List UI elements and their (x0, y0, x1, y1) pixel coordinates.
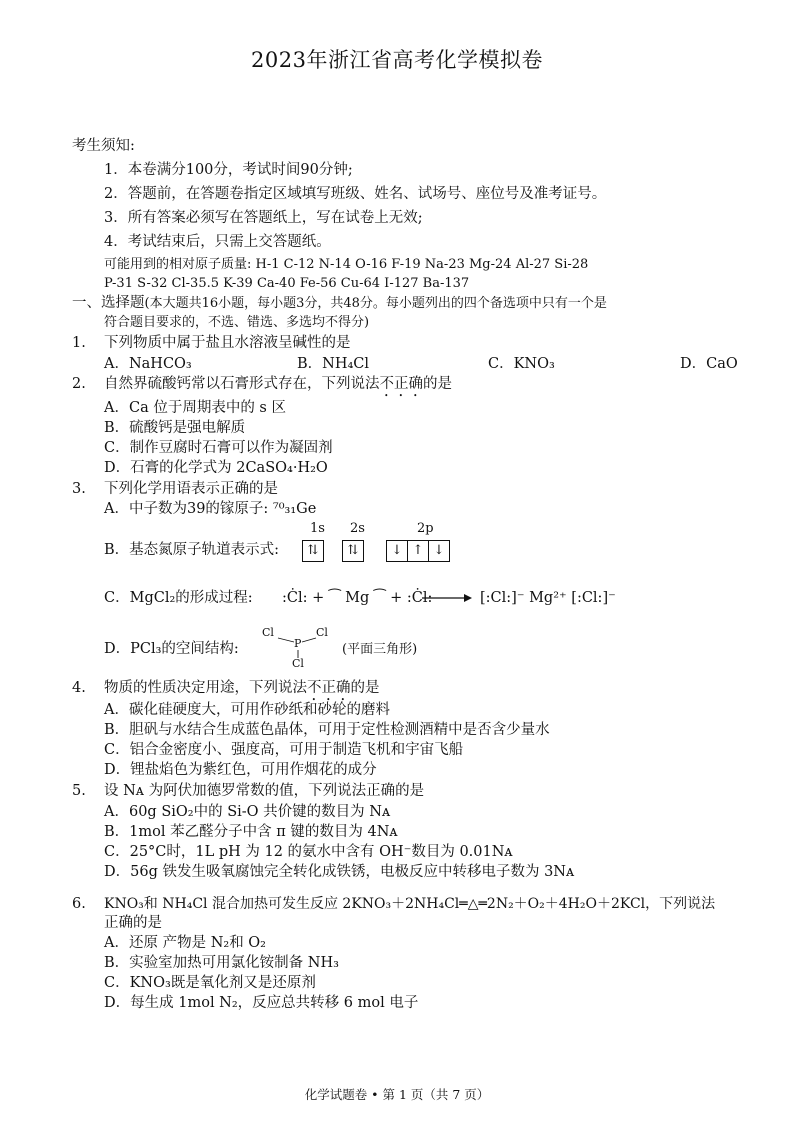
orbital-label-2p: 2p (417, 521, 434, 536)
orbital-2p-y: ↑ (407, 540, 429, 562)
orbital-2s-electrons: ⇅ (342, 540, 364, 562)
atomic-masses-line-2: P-31 S-32 Cl-35.5 K-39 Ca-40 Fe-56 Cu-64 I-127 Ba-137 (104, 276, 470, 291)
q1-stem: 下列物质中属于盐且水溶液呈碱性的是 (104, 335, 351, 351)
pcl3-p: P (294, 637, 302, 650)
q5-stem: 设 Nᴀ 为阿伏加德罗常数的值，下列说法正确的是 (104, 783, 425, 799)
q3-c-reactants: :Ċl: + ⁀ Mg ⁀ + :Ċl: (282, 590, 433, 606)
pcl3-cl-bottom: Cl (292, 657, 304, 670)
q2-stem-part3: 的是 (423, 376, 452, 392)
page-footer: 化学试题卷 • 第 1 页（共 7 页） (304, 1087, 490, 1102)
pcl3-cl-left: Cl (262, 626, 274, 639)
orbital-label-1s: 1s (310, 521, 325, 536)
q6-number: 6. (72, 896, 86, 912)
notice-item-3: 3．所有答案必须写在答题纸上，写在试卷上无效; (104, 210, 423, 226)
pcl3-bonds (270, 630, 320, 660)
q5-option-d: D．56g 铁发生吸氧腐蚀完全转化成铁锈，电极反应中转移电子数为 3Nᴀ (104, 864, 575, 880)
q4-stem-part3: 的是 (350, 680, 380, 696)
q2-option-a: A．Ca 位于周期表中的 s 区 (104, 400, 286, 416)
q6-option-d: D．每生成 1mol N₂，反应总共转移 6 mol 电子 (104, 995, 419, 1011)
q4-option-a: A．碳化硅硬度大，可用作砂纸和砂轮的磨料 (104, 702, 390, 718)
reaction-arrow (420, 591, 476, 605)
q3-number: 3. (72, 481, 86, 497)
q4-stem-part1: 物质的性质决定用途，下列说法 (104, 680, 307, 696)
section-desc-1: (本大题共16小题，每小题3分，共48分。每小题列出的四个备选项中只有一个是 (144, 296, 607, 311)
q2-number: 2. (72, 376, 86, 392)
q2-option-c: C．制作豆腐时石膏可以作为凝固剂 (104, 440, 333, 456)
orbital-2p-x: ↓ (386, 540, 408, 562)
q6-option-a: A．还原 产物是 N₂和 O₂ (104, 935, 266, 951)
orbital-label-2s: 2s (350, 521, 365, 536)
q4-number: 4. (72, 680, 86, 696)
q3-option-b: B．基态氮原子轨道表示式: (104, 542, 280, 558)
q3-stem: 下列化学用语表示正确的是 (104, 481, 278, 497)
q4-option-d: D．锂盐焰色为紫红色，可用作烟花的成分 (104, 762, 377, 778)
q1-option-a: A．NaHCO₃ (104, 356, 192, 372)
section-heading (72, 294, 607, 313)
notice-item-1: 1．本卷满分100分，考试时间90分钟; (104, 162, 353, 178)
q2-stem-part1: 自然界硫酸钙常以石膏形式存在，下列说法 (104, 376, 380, 392)
q3-option-a: A．中子数为39的镓原子: ⁷⁰₃₁Ge (104, 501, 317, 517)
q6-stem: KNO₃和 NH₄Cl 混合加热可发生反应 2KNO₃＋2NH₄Cl═△═2N₂＋O₂＋4H₂O＋2KCl，下列说法 (104, 896, 716, 912)
section-title: 一、选择题 (72, 295, 145, 311)
q5-option-b: B．1mol 苯乙醛分子中含 π 键的数目为 4Nᴀ (104, 824, 398, 840)
q1-option-c: C．KNO₃ (488, 356, 555, 372)
q6-option-c: C．KNO₃既是氧化剂又是还原剂 (104, 975, 316, 991)
notice-heading: 考生须知: (72, 138, 135, 154)
atomic-masses-line-1: 可能用到的相对原子质量: H-1 C-12 N-14 O-16 F-19 Na-23 Mg-24 Al-27 Si-28 (104, 257, 589, 272)
q4-stem-emphasis: 不正确 (307, 680, 351, 696)
q5-option-a: A．60g SiO₂中的 Si-O 共价键的数目为 Nᴀ (104, 804, 391, 820)
q1-option-b: B．NH₄Cl (297, 356, 370, 372)
q3-option-c: C．MgCl₂的形成过程: (104, 590, 253, 606)
pcl3-cl-right: Cl (316, 626, 328, 639)
q3-d-note: (平面三角形) (342, 642, 418, 657)
q4-option-c: C．铝合金密度小、强度高，可用于制造飞机和宇宙飞船 (104, 742, 464, 758)
page-title: 2023年浙江省高考化学模拟卷 (251, 48, 543, 72)
q1-number: 1. (72, 335, 86, 351)
q5-option-c: C．25°C时，1L pH 为 12 的氨水中含有 OH⁻数目为 0.01Nᴀ (104, 844, 513, 860)
orbital-box-1s (302, 539, 323, 562)
q2-option-b: B．硫酸钙是强电解质 (104, 420, 246, 436)
notice-item-4: 4．考试结束后，只需上交答题纸。 (104, 234, 331, 250)
q6-stem-continued: 正确的是 (104, 915, 162, 931)
orbital-2p-z: ↓ (428, 540, 450, 562)
q1-option-d: D．CaO (680, 356, 738, 372)
q2-stem (104, 375, 452, 400)
q4-option-b: B．胆矾与水结合生成蓝色晶体，可用于定性检测酒精中是否含少量水 (104, 722, 550, 738)
q3-c-products: [:Cl:]⁻ Mg²⁺ [:Cl:]⁻ (480, 590, 616, 606)
orbital-box-2p (386, 539, 449, 562)
section-desc-2: 符合题目要求的，不选、错选、多选均不得分) (104, 315, 370, 330)
q5-number: 5. (72, 783, 86, 799)
orbital-box-2s (342, 539, 363, 562)
orbital-1s-electrons: ⇅ (302, 540, 324, 562)
q6-option-b: B．实验室加热可用氯化铵制备 NH₃ (104, 955, 339, 971)
q2-option-d: D．石膏的化学式为 2CaSO₄·H₂O (104, 460, 328, 476)
q2-stem-emphasis: 不正确 (379, 376, 423, 392)
q3-option-d: D．PCl₃的空间结构: (104, 641, 239, 657)
notice-item-2: 2．答题前，在答题卷指定区域填写班级、姓名、试场号、座位号及准考证号。 (104, 186, 607, 202)
